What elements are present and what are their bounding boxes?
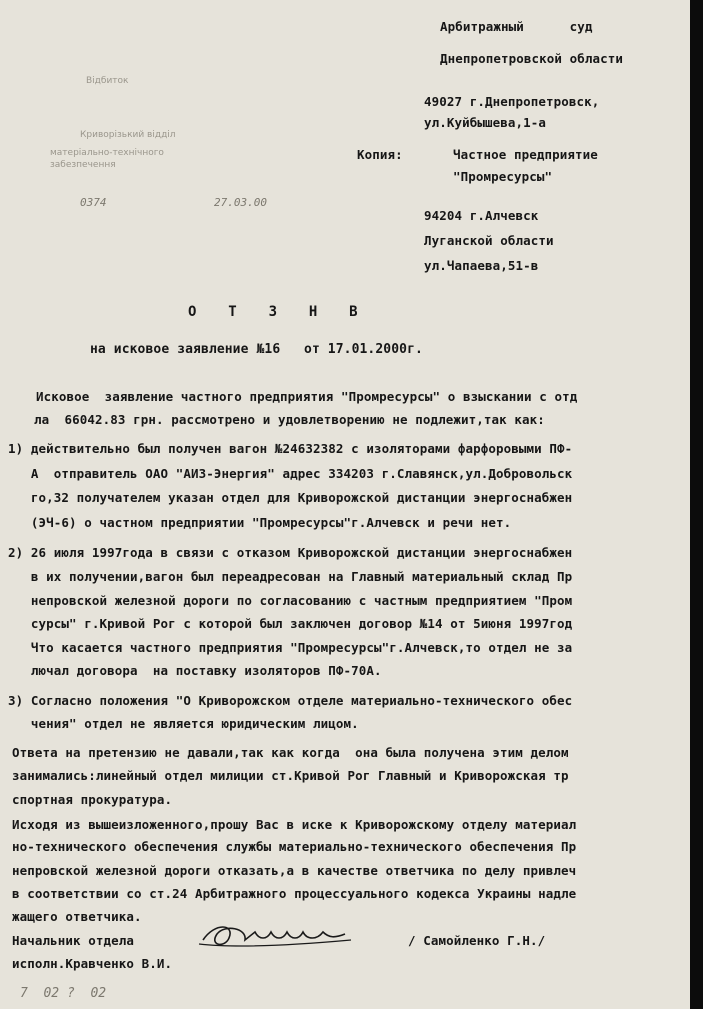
point-1-line: го,32 получателем указан отдел для Криворожской дистанции энергоснабжен (8, 490, 573, 505)
page-edge-shadow (690, 0, 703, 1009)
point-2-line: лючал договора на поставку изоляторов ПФ-70А. (8, 663, 382, 678)
copy-street: ул.Чапаева,51-в (424, 258, 539, 273)
point-2-line: в их получении,вагон был переадресован на Главный материальный склад Пр (8, 569, 573, 584)
signatory-position: Начальник отдела (12, 933, 135, 948)
stamp-line: забезпечення (50, 160, 116, 170)
point-2-line: 2) 26 июля 1997года в связи с отказом Криворожской дистанции энергоснабжен (8, 545, 573, 560)
addressee-address: 49027 г.Днепропетровск, (424, 94, 600, 109)
closing-line: спортная прокуратура. (12, 792, 173, 807)
copy-recipient: Частное предприятие (453, 147, 598, 162)
addressee-court-region: Днепропетровской области (440, 51, 624, 66)
copy-region: Луганской области (424, 233, 554, 248)
copy-address: 94204 г.Алчевск (424, 208, 539, 223)
intro-line: ла 66042.83 грн. рассмотрено и удовлетворению не подлежит,так как: (34, 412, 545, 427)
document-subtitle: на исковое заявление №16 от 17.01.2000г. (90, 342, 423, 357)
closing-line: в соответствии со ст.24 Арбитражного процессуального кодекса Украины надле (12, 886, 577, 901)
point-1-line: 1) действительно был получен вагон №24632382 с изоляторами фарфоровыми ПФ- (8, 441, 573, 456)
stamp-reg-date: 27.03.00 (214, 196, 267, 209)
signatory-name: / Самойленко Г.Н./ (408, 933, 546, 948)
copy-recipient-name: "Промресурсы" (453, 169, 553, 184)
closing-line: жащего ответчика. (12, 909, 142, 924)
intro-line: Исковое заявление частного предприятия "Промресурсы" о взыскании с отд (36, 389, 578, 404)
addressee-court: Арбитражный суд (440, 19, 593, 34)
stamp-line: Відбиток (86, 76, 129, 86)
closing-line: Исходя из вышеизложенного,прошу Вас в иске к Криворожскому отделу материал (12, 817, 577, 832)
closing-line: но-технического обеспечения службы материально-технического обеспечения Пр (12, 839, 577, 854)
addressee-street: ул.Куйбышева,1-а (424, 115, 547, 130)
point-3-line: 3) Согласно положения "О Криворожском отделе материально-технического обес (8, 693, 573, 708)
footer-date: 7 02 ? 02 (20, 986, 107, 1001)
closing-line: занимались:линейный отдел милиции ст.Кривой Рог Главный и Криворожская тр (12, 768, 569, 783)
closing-line: непровской железной дороги отказать,а в качестве ответчика по делу привлеч (12, 863, 577, 878)
stamp-line: Криворізький відділ (80, 130, 176, 140)
point-1-line: (ЭЧ-6) о частном предприятии "Промресурсы"г.Алчевск и речи нет. (8, 515, 512, 530)
point-2-line: Что касается частного предприятия "Промресурсы"г.Алчевск,то отдел не за (8, 640, 573, 655)
executor: исполн.Кравченко В.И. (12, 956, 173, 971)
document-title: О Т З Н В (188, 304, 363, 320)
handwritten-signature (195, 918, 355, 954)
stamp-reg-number: 0374 (80, 196, 107, 209)
point-3-line: чения" отдел не является юридическим лицом. (8, 716, 359, 731)
copy-label: Копия: (357, 147, 403, 162)
point-2-line: сурсы" г.Кривой Рог с которой был заключен договор №14 от 5июня 1997год (8, 616, 573, 631)
point-1-line: А отправитель ОАО "АИЗ-Энергия" адрес 334203 г.Славянск,ул.Добровольск (8, 466, 573, 481)
registration-stamp (28, 60, 208, 180)
closing-line: Ответа на претензию не давали,так как когда она была получена этим делом (12, 745, 569, 760)
stamp-line: матеріально-технічного (50, 148, 164, 158)
point-2-line: непровской железной дороги по согласованию с частным предприятием "Пром (8, 593, 573, 608)
